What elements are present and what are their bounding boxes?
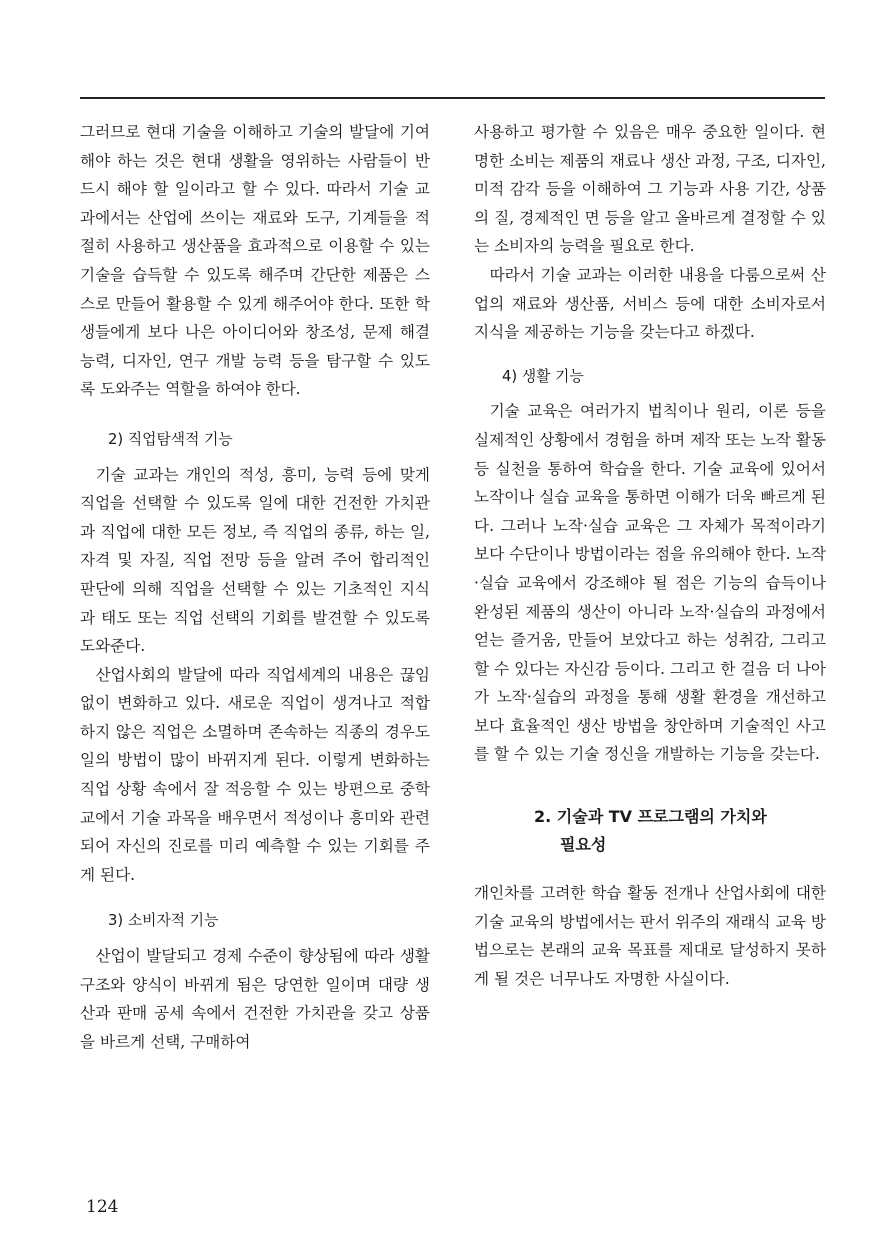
section-heading: [474, 803, 826, 859]
paragraph: 기술 교육은 여러가지 법칙이나 원리, 이론 등을 실제적인 상황에서 경험을 하며 제작 또는 노작 활동 등 실천을 통하여 학습을 한다. 기술 교육에 있어서 노작이나 실습 교육을 통하면 이해가 더욱 빠르게 된다. 그러나 노작·실습 교육은 그 자체가 목적이라기보다 수단이나 방법이라는 점을 유의해야 한다. 노작·실습 교육에서 강조해야 될 점은 기능의 습득이나 완성된 제품의 생산이 아니라 노작·실습의 과정에서 얻는 즐거움, 만들어 보았다고 하는 성취감, 그리고 할 수 있다는 자신감 등이다. 그리고 한 걸음 더 나아가 노작·실습의 과정을 통해 생활 환경을 개선하고 보다 효율적인 생산 방법을 창안하며 기술적인 사고를 할 수 있는 기술 정신을 개발하는 기능을 갖는다.: [474, 402, 826, 764]
right-column: [474, 118, 826, 993]
page-number: 124: [86, 1197, 119, 1217]
paragraph: 산업이 발달되고 경제 수준이 향상됨에 따라 생활 구조와 양식이 바뀌게 됨은 당연한 일이며 대량 생산과 판매 공세 속에서 건전한 가치관을 갖고 상품을 바르게 선택, 구매하여: [80, 947, 430, 1051]
paragraph: 산업사회의 발달에 따라 직업세계의 내용은 끊임없이 변화하고 있다. 새로운 직업이 생겨나고 적합하지 않은 직업은 소멸하며 존속하는 직종의 경우도 일의 방법이 많이 바뀌지게 된다. 이렇게 변화하는 직업 상황 속에서 잘 적응할 수 있는 방편으로 중학교에서 기술 과목을 배우면서 적성이나 흥미와 관련되어 자신의 진로를 미리 예측할 수 있는 기회를 주게 된다.: [80, 665, 430, 884]
paragraph: 그러므로 현대 기술을 이해하고 기술의 발달에 기여해야 하는 것은 현대 생활을 영위하는 사람들이 반드시 해야 할 일이라고 할 수 있다. 따라서 기술 교과에서는 산업에 쓰이는 재료와 도구, 기계들을 적절히 사용하고 생산품을 효과적으로 이용할 수 있는 기술을 습득할 수 있도록 해주며 간단한 제품은 스스로 만들어 활용할 수 있게 해주어야 한다. 또한 학생들에게 보다 나은 아이디어와 창조성, 문제 해결 능력, 디자인, 연구 개발 능력 등을 탐구할 수 있도록 도와주는 역할을 하여야 한다.: [80, 123, 430, 399]
section-heading-line2: 필요성: [560, 835, 607, 855]
subsection-heading: 4) 생활 기능: [502, 367, 584, 385]
paragraph: 개인차를 고려한 학습 활동 전개나 산업사회에 대한 기술 교육의 방법에서는 판서 위주의 재래식 교육 방법으로는 본래의 교육 목표를 제대로 달성하지 못하게 될 것은 너무나도 자명한 사실이다.: [474, 884, 826, 988]
subsection-heading: 3) 소비자적 기능: [108, 912, 219, 930]
paragraph: 사용하고 평가할 수 있음은 매우 중요한 일이다. 현명한 소비는 제품의 재료나 생산 과정, 구조, 디자인, 미적 감각 등을 이해하여 그 기능과 사용 기간, 상품의 질, 경제적인 면 등을 알고 올바르게 결정할 수 있는 소비자의 능력을 필요로 한다.: [474, 123, 826, 256]
section-heading-line1: 2. 기술과 TV 프로그램의 가치와: [534, 807, 767, 827]
paragraph: 따라서 기술 교과는 이러한 내용을 다룸으로써 산업의 재료와 생산품, 서비스 등에 대한 소비자로서 지식을 제공하는 기능을 갖는다고 하겠다.: [474, 265, 826, 342]
subsection-heading: 2) 직업탐색적 기능: [108, 430, 233, 448]
left-column: [80, 118, 430, 1056]
paragraph: 기술 교과는 개인의 적성, 흥미, 능력 등에 맞게 직업을 선택할 수 있도록 일에 대한 건전한 가치관과 직업에 대한 모든 정보, 즉 직업의 종류, 하는 일, 자격 및 자질, 직업 전망 등을 알려 주어 합리적인 판단에 의해 직업을 선택할 수 있는 기초적인 지식과 태도 또는 직업 선택의 기회를 발견할 수 있도록 도와준다.: [80, 465, 430, 656]
header-rule: [80, 97, 825, 99]
